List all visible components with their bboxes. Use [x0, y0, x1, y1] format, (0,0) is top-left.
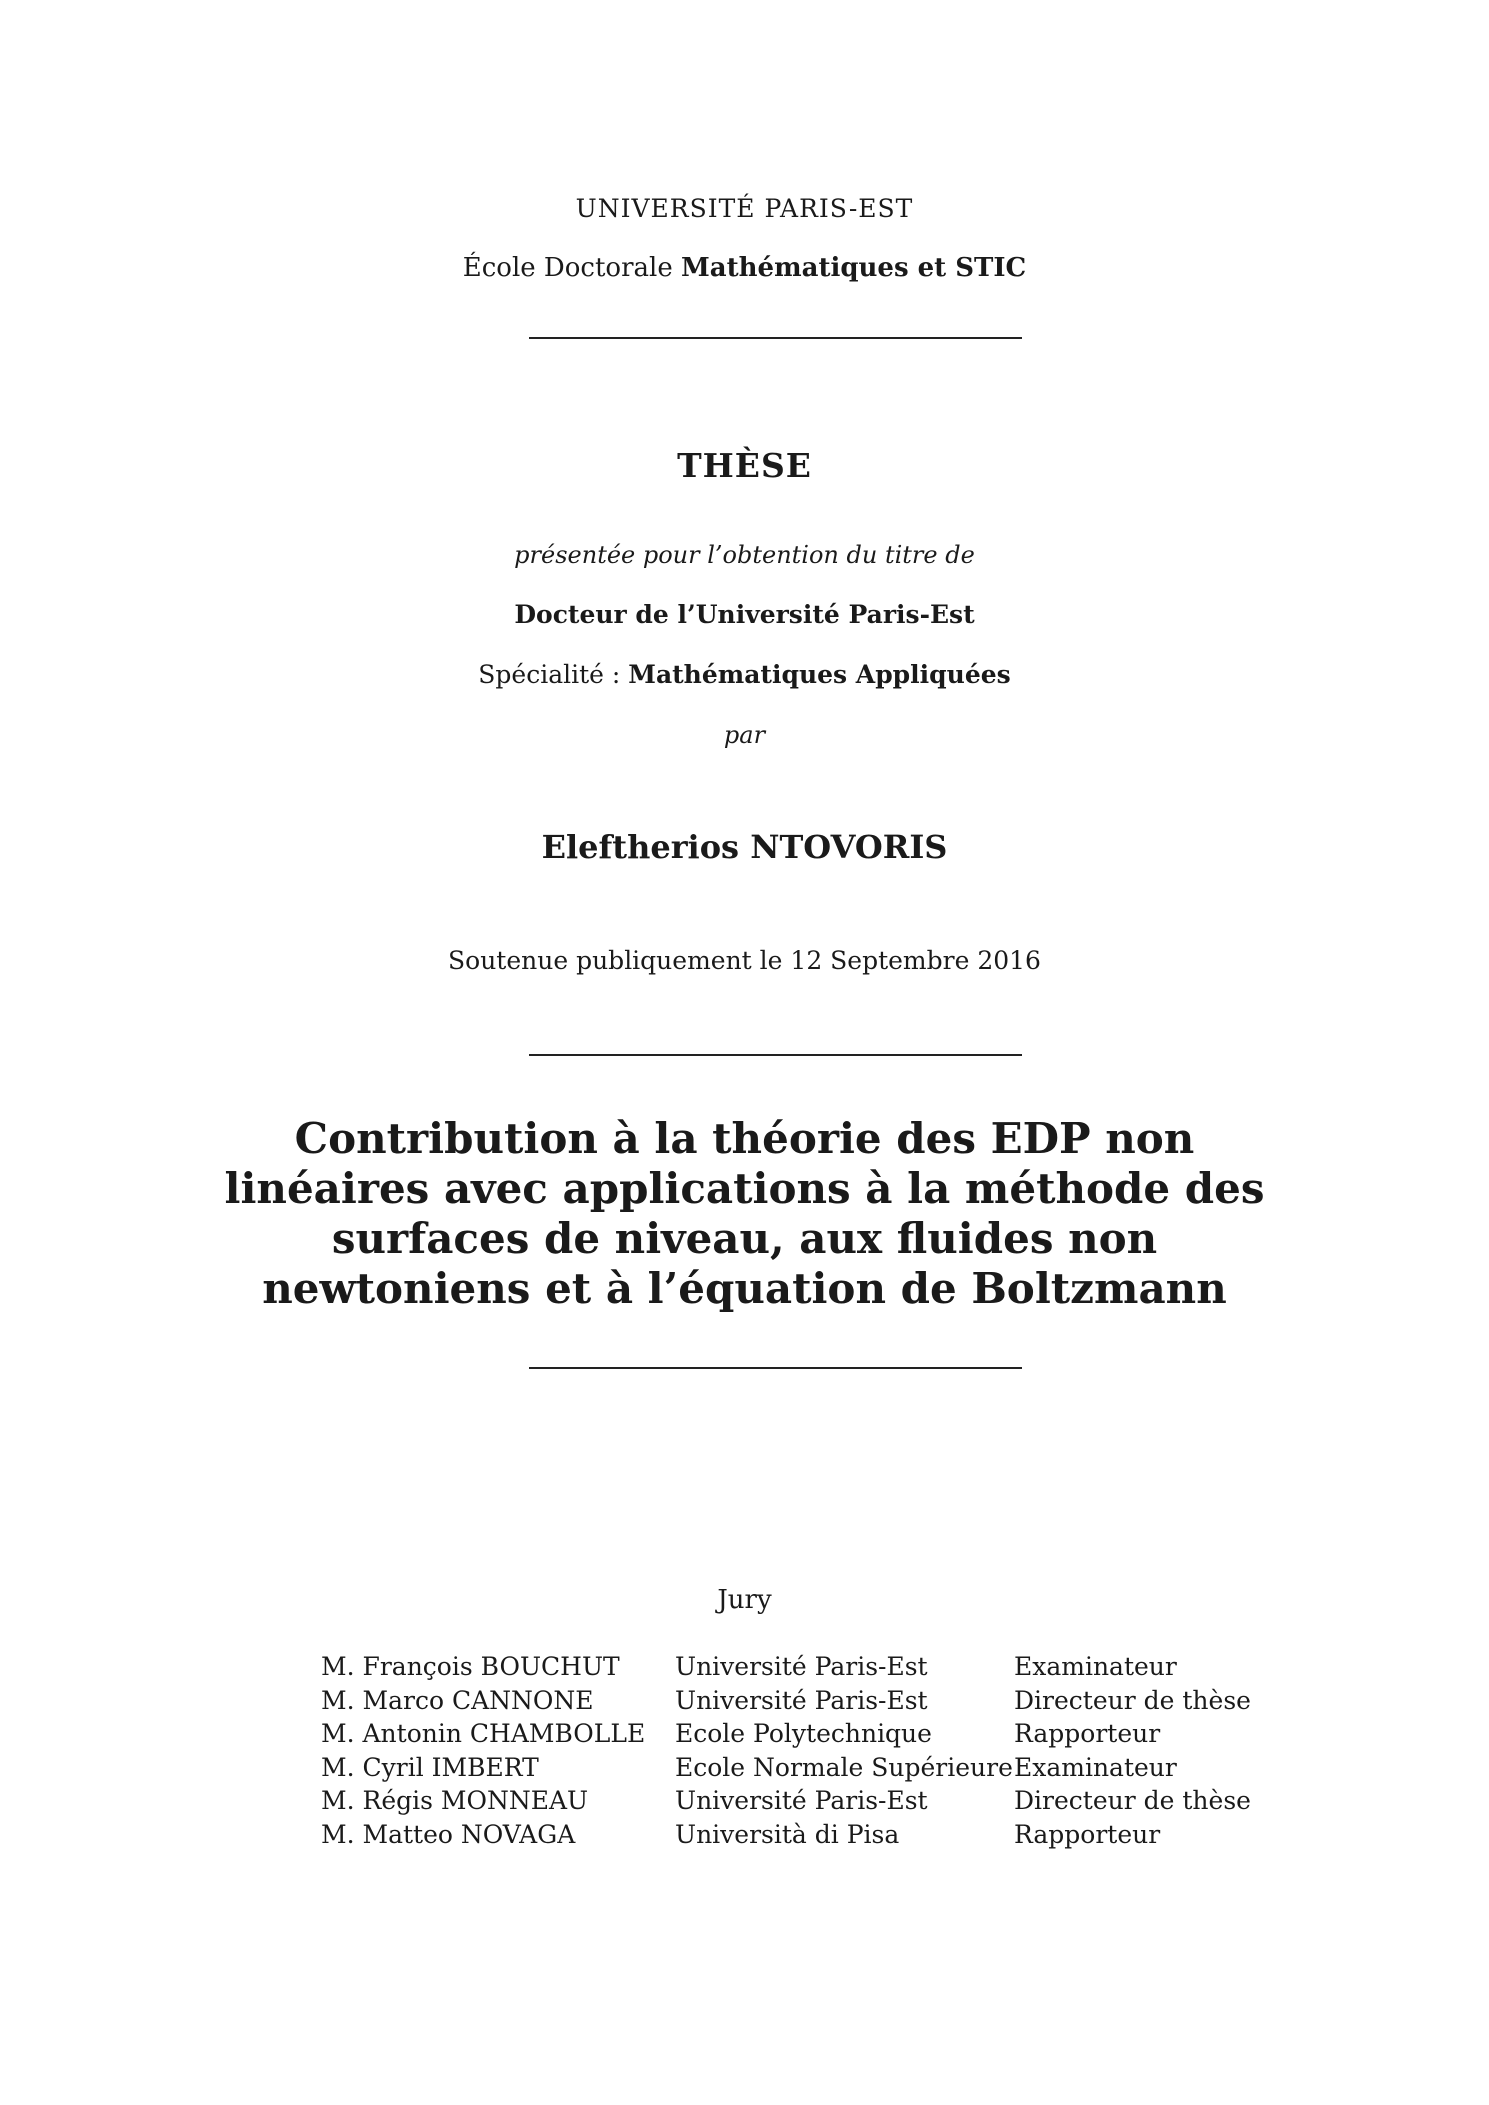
horizontal-rule-bottom — [529, 1367, 1022, 1369]
jury-row — [321, 1684, 1274, 1718]
jury-member-role: Rapporteur — [1014, 1819, 1161, 1849]
jury-member-name: M. Cyril IMBERT — [321, 1752, 539, 1782]
specialty-prefix: Spécialité : — [478, 660, 629, 689]
jury-table — [321, 1650, 1274, 1851]
jury-member-role: Examinateur — [1014, 1752, 1177, 1782]
jury-member-role: Rapporteur — [1014, 1719, 1161, 1748]
jury-member-name: M. Matteo NOVAGA — [321, 1819, 576, 1849]
thesis-label: THÈSE — [677, 446, 812, 485]
jury-row — [321, 1818, 1274, 1852]
jury-member-role: Examinateur — [1014, 1652, 1177, 1681]
jury-member-institution: Ecole Polytechnique — [675, 1719, 932, 1748]
specialty-name: Mathématiques Appliquées — [628, 660, 1011, 689]
presented-for-text: présentée pour l’obtention du titre de — [514, 541, 975, 569]
horizontal-rule-middle — [529, 1054, 1022, 1056]
doctoral-school — [0, 253, 1489, 283]
jury-row — [321, 1751, 1274, 1785]
doctoral-school-name: Mathématiques et STIC — [681, 253, 1027, 283]
jury-row — [321, 1650, 1274, 1684]
university-name: UNIVERSITÉ PARIS-EST — [575, 194, 914, 223]
jury-member-institution: Università di Pisa — [675, 1819, 900, 1849]
jury-member-name: M. François BOUCHUT — [321, 1652, 620, 1681]
jury-member-institution: Université Paris-Est — [675, 1652, 928, 1681]
horizontal-rule-top — [529, 337, 1022, 339]
jury-member-institution: Ecole Normale Supérieure — [675, 1752, 1013, 1782]
jury-member-name: M. Antonin CHAMBOLLE — [321, 1719, 646, 1748]
jury-row — [321, 1717, 1274, 1751]
jury-member-role: Directeur de thèse — [1014, 1786, 1251, 1815]
defense-date: Soutenue publiquement le 12 Septembre 2016 — [448, 946, 1041, 975]
jury-row — [321, 1784, 1274, 1818]
jury-member-name: M. Marco CANNONE — [321, 1685, 594, 1715]
by-text: par — [723, 721, 766, 749]
jury-member-role: Directeur de thèse — [1014, 1685, 1251, 1715]
jury-label: Jury — [717, 1585, 772, 1615]
degree-title: Docteur de l’Université Paris-Est — [514, 600, 975, 629]
jury-member-institution: Université Paris-Est — [675, 1786, 928, 1815]
author-name: Eleftherios NTOVORIS — [541, 828, 948, 866]
jury-member-name: M. Régis MONNEAU — [321, 1786, 589, 1815]
thesis-title: Contribution à la théorie des EDP non linéaires avec applications à la méthode des surfaces de niveau, aux fluides non newtoniens et à l’équation de Boltzmann — [224, 1114, 1265, 1313]
specialty — [0, 660, 1489, 689]
doctoral-school-prefix: École Doctorale — [462, 253, 681, 283]
jury-member-institution: Université Paris-Est — [675, 1685, 928, 1715]
